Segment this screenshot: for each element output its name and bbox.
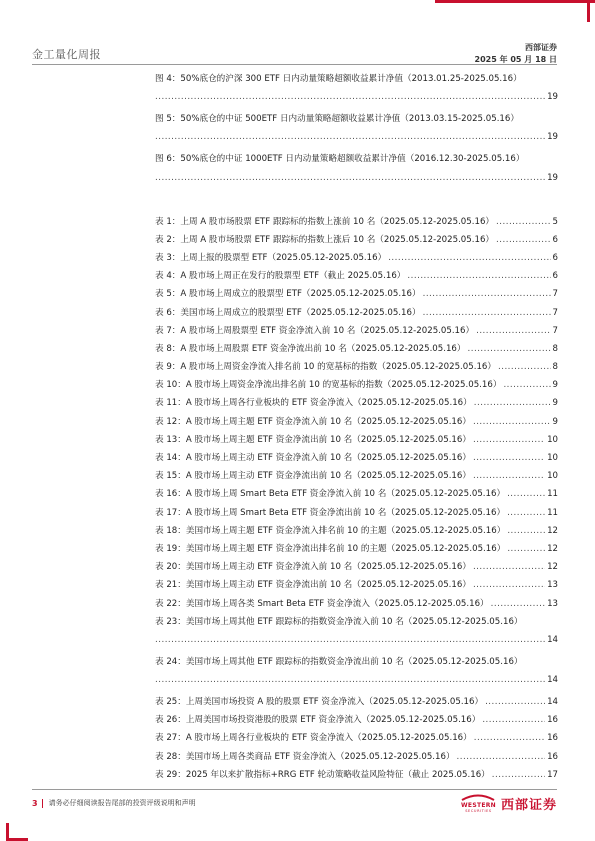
toc-entry-label: 表 27：A 股市场上周各行业板块的 ETF 资金净流入（2025.05.12-2025.05.16）: [155, 733, 472, 744]
toc-leader-dots: [388, 249, 550, 267]
toc-leader-dots: [155, 631, 545, 649]
toc-leader-dots: [407, 267, 550, 285]
toc-page-number: 6: [552, 234, 558, 245]
toc-page-number: 19: [547, 132, 558, 143]
header-firm: 西部证券: [525, 43, 557, 52]
toc-leader-dots: [485, 693, 545, 711]
toc-entry-leader: [155, 169, 558, 191]
toc-entry[interactable]: [155, 558, 558, 576]
toc-entry[interactable]: [155, 449, 558, 467]
toc-entry-label: 表 6：美国市场上周成立的股票型 ETF（2025.05.12-2025.05.16）: [155, 307, 421, 318]
toc-entry-leader: [155, 128, 558, 150]
toc-page-number: 6: [552, 252, 558, 263]
toc-page-number: 10: [547, 453, 558, 463]
toc-entry[interactable]: [155, 267, 558, 285]
toc-leader-dots: [155, 88, 545, 106]
toc-page-number: 10: [547, 434, 558, 445]
toc-page-number: 11: [547, 507, 558, 518]
toc-entry[interactable]: [155, 613, 558, 631]
toc-entry-label: 表 24：美国市场上周其他 ETF 跟踪标的指数资金净流出前 10 名（2025.05.12-2025.05.16）: [155, 656, 523, 667]
toc-entry-label: 表 16：A 股市场上周 Smart Beta ETF 资金净流入前 10 名（2025.05.12-2025.05.16）: [155, 489, 506, 500]
toc-entry-label: 表 2：上周 A 股市场股票 ETF 跟踪标的指数上涨后 10 名（2025.05.12-2025.05.16）: [155, 234, 495, 245]
header-date: 2025 年 05 月 18 日: [474, 55, 557, 64]
toc-page-number: 10: [547, 471, 558, 482]
toc-leader-dots: [423, 285, 551, 303]
toc-page-number: 14: [547, 697, 558, 708]
toc-page-number: 7: [552, 307, 558, 318]
toc-entry-label: 表 5：A 股市场上周成立的股票型 ETF（2025.05.12-2025.05.16）: [155, 289, 421, 300]
toc-entry[interactable]: [155, 249, 558, 267]
toc-entry-label: 表 3：上周上报的股票型 ETF（2025.05.12-2025.05.16）: [155, 252, 387, 263]
toc-leader-dots: [155, 128, 545, 146]
corner-decoration-top-right: [435, 0, 595, 22]
toc-leader-dots: [507, 504, 545, 522]
toc-page-number: 14: [547, 675, 558, 686]
logo-english-sub: SECURITIES: [465, 809, 492, 813]
table-of-contents: [155, 70, 558, 784]
toc-page-number: 7: [552, 289, 558, 300]
toc-entry-label: 表 20：美国市场上周主动 ETF 资金净流入前 10 名（2025.05.12-2025.05.16）: [155, 562, 471, 573]
toc-entry[interactable]: [155, 576, 558, 594]
toc-page-number: 8: [552, 343, 558, 354]
logo-mark: [461, 793, 496, 813]
toc-entry[interactable]: [155, 110, 558, 128]
toc-leader-dots: [507, 485, 545, 503]
toc-leader-dots: [473, 558, 545, 576]
toc-entry[interactable]: [155, 595, 558, 613]
toc-entry[interactable]: [155, 431, 558, 449]
toc-leader-dots: [491, 595, 545, 613]
toc-leader-dots: [155, 169, 545, 187]
toc-entry[interactable]: [155, 729, 558, 747]
footer-disclaimer: [32, 798, 196, 808]
toc-entry-label: 表 26：上周美国市场投资港股的股票 ETF 资金净流入（2025.05.12-2025.05.16）: [155, 715, 481, 726]
toc-leader-dots: [507, 540, 545, 558]
toc-leader-dots: [473, 467, 545, 485]
toc-entry-label: 表 29：2025 年以来扩散指标+RRG ETF 轮动策略收益风险特征（截止 2025.05.16）: [155, 769, 490, 780]
toc-page-number: 16: [547, 715, 558, 726]
toc-page-number: 8: [552, 362, 558, 373]
toc-entry-label: 表 7：A 股市场上周股票型 ETF 资金净流入前 10 名（2025.05.12-2025.05.16）: [155, 325, 475, 336]
toc-page-number: 19: [547, 172, 558, 183]
toc-entry[interactable]: [155, 322, 558, 340]
toc-entry[interactable]: [155, 213, 558, 231]
toc-page-number: 11: [547, 489, 558, 500]
toc-page-number: 17: [547, 769, 558, 780]
toc-leader-dots: [476, 322, 550, 340]
toc-page-number: 9: [552, 398, 558, 409]
disclaimer-text: 请务必仔细阅读报告尾部的投资评级说明和声明: [48, 799, 196, 807]
toc-page-number: 9: [552, 380, 558, 391]
toc-entry[interactable]: [155, 304, 558, 322]
toc-page-number: 9: [552, 416, 558, 427]
toc-entry-label: 表 10：A 股市场上周资金净流出排名前 10 的宽基标的指数（2025.05.12-2025.05.16）: [155, 380, 502, 391]
toc-leader-dots: [498, 358, 551, 376]
toc-entry-label: 表 22：美国市场上周各类 Smart Beta ETF 资金净流入（2025.05.12-2025.05.16）: [155, 598, 489, 609]
toc-leader-dots: [155, 671, 545, 689]
footer-divider: [32, 789, 557, 790]
toc-entry[interactable]: [155, 394, 558, 412]
toc-entry[interactable]: [155, 70, 558, 88]
toc-leader-dots: [474, 394, 551, 412]
logo-chinese: 西部证券: [500, 797, 557, 813]
logo-english: WESTERN: [461, 802, 496, 809]
toc-entry[interactable]: [155, 285, 558, 303]
toc-entry-label: 表 18：美国市场上周主题 ETF 资金净流入排名前 10 的主题（2025.05.12-2025.05.16）: [155, 525, 506, 536]
toc-entry[interactable]: [155, 413, 558, 431]
toc-entry[interactable]: [155, 504, 558, 522]
toc-entry-label: 表 14：A 股市场上周主动 ETF 资金净流入前 10 名（2025.05.12-2025.05.16）: [155, 453, 471, 463]
header-info: [475, 42, 557, 66]
footer-separator: [42, 799, 43, 808]
toc-entry[interactable]: [155, 467, 558, 485]
toc-leader-dots: [474, 729, 545, 747]
toc-entry-label: 表 13：A 股市场上周主题 ETF 资金净流出前 10 名（2025.05.12-2025.05.16）: [155, 434, 471, 445]
toc-leader-dots: [423, 304, 551, 322]
toc-entry-label: 表 8：A 股市场上周股票 ETF 资金净流出前 10 名（2025.05.12-2025.05.16）: [155, 343, 466, 354]
toc-page-number: 14: [547, 634, 558, 645]
toc-entry-label: 表 12：A 股市场上周主题 ETF 资金净流入前 10 名（2025.05.12-2025.05.16）: [155, 416, 471, 427]
toc-page-number: 5: [552, 216, 558, 227]
toc-entry-label: 图 4：50%底仓的沪深 300 ETF 日内动量策略超额收益累计净值（2013.01.25-2025.05.16）: [155, 74, 522, 84]
toc-entry[interactable]: [155, 748, 558, 766]
toc-entry-label: 表 23：美国市场上周其他 ETF 跟踪标的指数资金净流入前 10 名（2025.05.12-2025.05.16）: [155, 616, 523, 627]
toc-leader-dots: [473, 449, 545, 467]
toc-entry[interactable]: [155, 522, 558, 540]
toc-entry-label: 表 4：A 股市场上周正在发行的股票型 ETF（截止 2025.05.16）: [155, 271, 406, 282]
toc-entry[interactable]: [155, 376, 558, 394]
toc-entry-label: 表 19：美国市场上周主题 ETF 资金净流出排名前 10 的主题（2025.05.12-2025.05.16）: [155, 543, 506, 554]
toc-leader-dots: [473, 431, 545, 449]
toc-page-number: 13: [547, 598, 558, 609]
report-type: 金工量化周报: [32, 48, 101, 61]
toc-leader-dots: [507, 522, 545, 540]
toc-leader-dots: [473, 576, 545, 594]
toc-leader-dots: [496, 213, 551, 231]
toc-entry-label: 表 17：A 股市场上周 Smart Beta ETF 资金净流出前 10 名（2025.05.12-2025.05.16）: [155, 507, 506, 518]
firm-logo: [461, 793, 557, 813]
toc-entry[interactable]: [155, 540, 558, 558]
toc-entry[interactable]: [155, 693, 558, 711]
toc-entry[interactable]: [155, 653, 558, 671]
toc-page-number: 13: [547, 580, 558, 591]
header-divider: [32, 64, 557, 65]
toc-page-number: 16: [547, 733, 558, 744]
toc-leader-dots: [482, 711, 545, 729]
toc-entry[interactable]: [155, 485, 558, 503]
toc-leader-dots: [457, 748, 546, 766]
toc-entry-leader: [155, 631, 558, 653]
toc-page-number: 6: [552, 271, 558, 282]
logo-swoosh-icon: [461, 793, 495, 802]
toc-leader-dots: [492, 766, 545, 784]
corner-decoration-bottom-left: [0, 823, 22, 841]
toc-page-number: 7: [552, 325, 558, 336]
toc-entry[interactable]: [155, 711, 558, 729]
toc-entry-label: 图 5：50%底仓的中证 500ETF 日内动量策略超额收益累计净值（2013.03.15-2025.05.16）: [155, 114, 519, 125]
toc-entry-leader: [155, 671, 558, 693]
toc-page-number: 16: [547, 751, 558, 762]
toc-page-number: 19: [547, 92, 558, 103]
toc-leader-dots: [468, 340, 551, 358]
toc-entry[interactable]: [155, 358, 558, 376]
toc-entry-label: 表 1：上周 A 股市场股票 ETF 跟踪标的指数上涨前 10 名（2025.05.12-2025.05.16）: [155, 216, 495, 227]
toc-entry-label: 表 28：美国市场上周各类商品 ETF 资金净流入（2025.05.12-2025.05.16）: [155, 751, 455, 762]
toc-entry-label: 表 21：美国市场上周主动 ETF 资金净流出前 10 名（2025.05.12-2025.05.16）: [155, 580, 471, 591]
toc-entry[interactable]: [155, 150, 558, 168]
toc-page-number: 12: [547, 543, 558, 554]
toc-entry[interactable]: [155, 766, 558, 784]
toc-entry[interactable]: [155, 340, 558, 358]
toc-entry-label: 图 6：50%底仓的中证 1000ETF 日内动量策略超额收益累计净值（2016.12.30-2025.05.16）: [155, 154, 525, 165]
toc-leader-dots: [473, 413, 551, 431]
toc-section-gap: [155, 191, 558, 213]
toc-entry-label: 表 25：上周美国市场投资 A 股的股票 ETF 资金净流入（2025.05.12-2025.05.16）: [155, 697, 484, 708]
toc-entry[interactable]: [155, 231, 558, 249]
toc-leader-dots: [496, 231, 551, 249]
toc-entry-label: 表 9：A 股市场上周资金净流入排名前 10 的宽基标的指数（2025.05.12-2025.05.16）: [155, 362, 496, 373]
page-number: 3: [32, 798, 38, 808]
toc-page-number: 12: [547, 562, 558, 573]
toc-leader-dots: [503, 376, 550, 394]
toc-entry-label: 表 11：A 股市场上周各行业板块的 ETF 资金净流入（2025.05.12-2025.05.16）: [155, 398, 472, 409]
toc-entry-leader: [155, 88, 558, 110]
toc-entry-label: 表 15：A 股市场上周主动 ETF 资金净流出前 10 名（2025.05.12-2025.05.16）: [155, 471, 471, 482]
toc-page-number: 12: [547, 525, 558, 536]
